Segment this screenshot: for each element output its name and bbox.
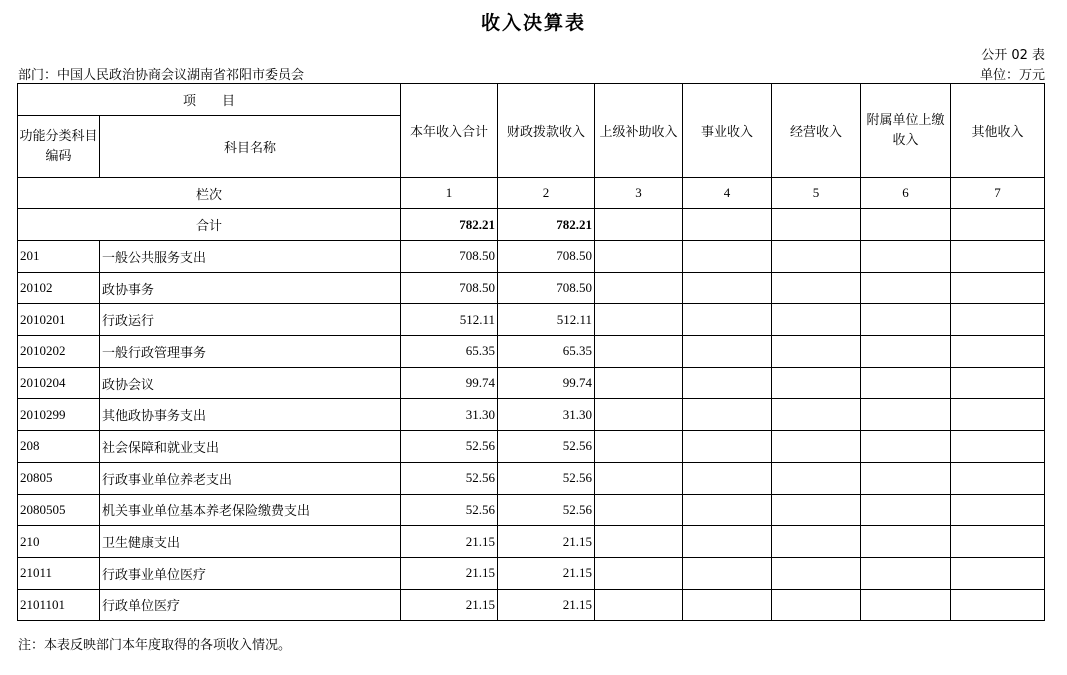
form-number: 公开 02 表 [981,48,1045,63]
table-row [18,272,1045,304]
row-index-label: 栏次 [18,178,401,209]
amount-cell: 52.56 [498,431,595,463]
amount-cell [683,399,772,431]
func-code-header: 功能分类科目编码 [18,116,100,178]
amount-cell [772,367,861,399]
subject-code: 20805 [18,462,100,494]
footnote: 注：本表反映部门本年度取得的各项收入情况。 [18,638,292,653]
amount-cell: 21.15 [401,589,498,621]
col-header-5: 经营收入 [772,84,861,178]
subject-name: 政协会议 [100,367,401,399]
amount-cell [683,557,772,589]
amount-cell [683,589,772,621]
amount-cell [683,304,772,336]
table-row [18,336,1045,368]
income-table [17,83,1045,621]
amount-cell [861,272,951,304]
amount-cell [772,241,861,273]
subject-name: 行政运行 [100,304,401,336]
amount-cell [595,431,683,463]
total-value: 782.21 [498,209,595,241]
amount-cell [772,526,861,558]
col-header-7: 其他收入 [951,84,1045,178]
amount-cell [595,557,683,589]
subject-name: 卫生健康支出 [100,526,401,558]
amount-cell [861,589,951,621]
amount-cell [772,557,861,589]
amount-cell [951,399,1045,431]
subject-name: 政协事务 [100,272,401,304]
amount-cell [683,431,772,463]
amount-cell: 21.15 [498,589,595,621]
amount-cell [772,462,861,494]
subject-code: 2101101 [18,589,100,621]
row-index-number: 6 [861,178,951,209]
subject-name: 机关事业单位基本养老保险缴费支出 [100,494,401,526]
table-row [18,241,1045,273]
amount-cell [861,462,951,494]
amount-cell [595,304,683,336]
amount-cell [595,272,683,304]
amount-cell: 99.74 [401,367,498,399]
subject-name: 一般公共服务支出 [100,241,401,273]
col-header-4: 事业收入 [683,84,772,178]
col-header-3: 上级补助收入 [595,84,683,178]
subject-name-header: 科目名称 [100,116,401,178]
amount-cell: 708.50 [401,272,498,304]
amount-cell: 52.56 [498,462,595,494]
subject-code: 2010204 [18,367,100,399]
amount-cell [595,462,683,494]
amount-cell: 52.56 [401,431,498,463]
amount-cell [861,304,951,336]
subject-code: 2010202 [18,336,100,368]
total-value [861,209,951,241]
amount-cell [861,557,951,589]
subject-name: 其他政协事务支出 [100,399,401,431]
amount-cell [772,494,861,526]
subject-code: 201 [18,241,100,273]
amount-cell: 512.11 [498,304,595,336]
amount-cell [951,241,1045,273]
total-value: 782.21 [401,209,498,241]
amount-cell: 52.56 [401,494,498,526]
col-header-2: 财政拨款收入 [498,84,595,178]
table-row [18,304,1045,336]
header-row-top [18,84,1045,116]
amount-cell: 99.74 [498,367,595,399]
amount-cell [683,526,772,558]
row-index-number: 7 [951,178,1045,209]
subject-name: 社会保障和就业支出 [100,431,401,463]
amount-cell [772,304,861,336]
subject-code: 2080505 [18,494,100,526]
amount-cell [772,272,861,304]
amount-cell [951,367,1045,399]
amount-cell [951,589,1045,621]
amount-cell [595,399,683,431]
total-value [772,209,861,241]
amount-cell [683,241,772,273]
amount-cell: 31.30 [401,399,498,431]
amount-cell: 52.56 [401,462,498,494]
amount-cell: 708.50 [498,241,595,273]
row-index-number: 2 [498,178,595,209]
subject-code: 2010201 [18,304,100,336]
amount-cell [951,272,1045,304]
amount-cell: 65.35 [401,336,498,368]
total-value [595,209,683,241]
amount-cell [772,589,861,621]
total-label: 合计 [18,209,401,241]
amount-cell [861,494,951,526]
table-row [18,462,1045,494]
total-value [951,209,1045,241]
subject-code: 20102 [18,272,100,304]
amount-cell [951,304,1045,336]
row-index-number: 1 [401,178,498,209]
row-index-number: 5 [772,178,861,209]
subject-code: 2010299 [18,399,100,431]
col-header-6: 附属单位上缴收入 [861,84,951,178]
amount-cell [683,494,772,526]
amount-cell [861,399,951,431]
subject-name: 一般行政管理事务 [100,336,401,368]
amount-cell [951,431,1045,463]
amount-cell [683,272,772,304]
amount-cell [951,494,1045,526]
amount-cell [683,462,772,494]
subject-name: 行政事业单位养老支出 [100,462,401,494]
amount-cell [951,557,1045,589]
amount-cell [595,241,683,273]
subject-name: 行政单位医疗 [100,589,401,621]
project-header: 项 目 [18,84,401,116]
amount-cell [683,336,772,368]
amount-cell [861,336,951,368]
table-row [18,367,1045,399]
amount-cell [772,336,861,368]
amount-cell [595,367,683,399]
amount-cell [595,526,683,558]
col-header-1: 本年收入合计 [401,84,498,178]
amount-cell: 31.30 [498,399,595,431]
row-index [18,178,1045,209]
amount-cell [595,336,683,368]
amount-cell: 21.15 [498,526,595,558]
amount-cell [861,241,951,273]
amount-cell: 21.15 [498,557,595,589]
row-index-number: 4 [683,178,772,209]
subject-name: 行政事业单位医疗 [100,557,401,589]
unit-label: 单位：万元 [979,68,1045,83]
amount-cell [861,431,951,463]
department-label: 部门：中国人民政治协商会议湖南省祁阳市委员会 [18,68,305,83]
table-row [18,399,1045,431]
amount-cell [772,399,861,431]
table-row [18,526,1045,558]
amount-cell [861,526,951,558]
amount-cell: 52.56 [498,494,595,526]
table-row [18,494,1045,526]
row-index-number: 3 [595,178,683,209]
total-value [683,209,772,241]
amount-cell [951,336,1045,368]
amount-cell: 512.11 [401,304,498,336]
amount-cell [951,526,1045,558]
amount-cell [861,367,951,399]
total-row [18,209,1045,241]
amount-cell: 21.15 [401,557,498,589]
subject-code: 208 [18,431,100,463]
subject-code: 210 [18,526,100,558]
table-row [18,589,1045,621]
amount-cell: 21.15 [401,526,498,558]
amount-cell [595,494,683,526]
amount-cell [772,431,861,463]
amount-cell: 65.35 [498,336,595,368]
table-row [18,431,1045,463]
amount-cell [595,589,683,621]
amount-cell [951,462,1045,494]
amount-cell [683,367,772,399]
amount-cell: 708.50 [401,241,498,273]
amount-cell: 708.50 [498,272,595,304]
page-title: 收入决算表 [480,12,586,34]
subject-code: 21011 [18,557,100,589]
table-row [18,557,1045,589]
